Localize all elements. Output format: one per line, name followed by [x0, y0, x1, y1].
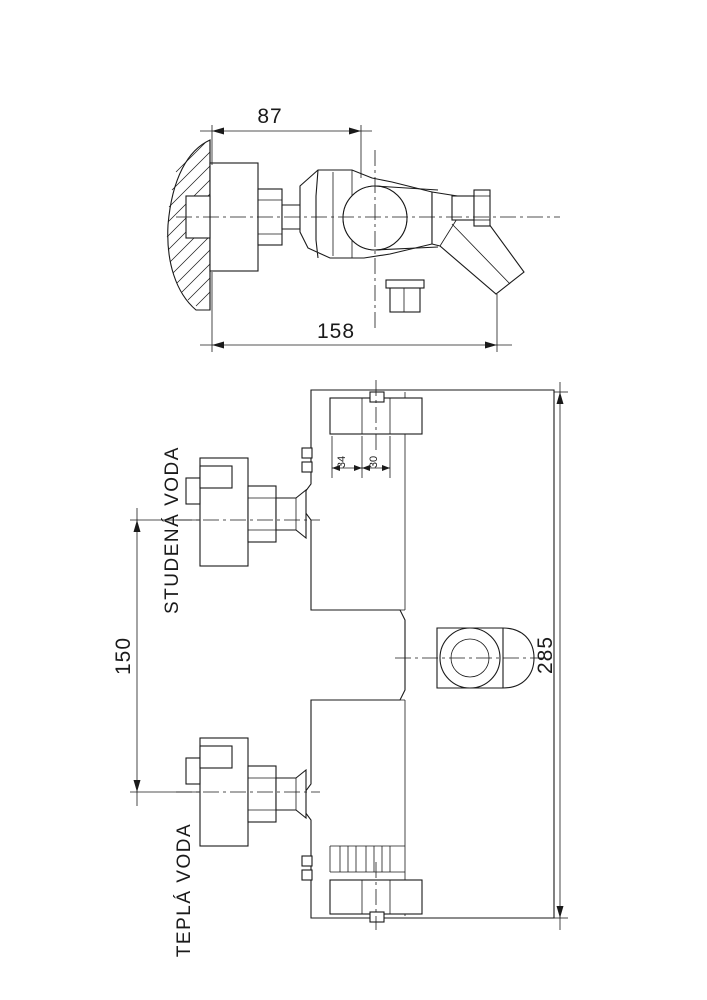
dimension-87-text: 87 — [257, 105, 283, 128]
diverter-top — [386, 280, 424, 312]
dimension-158 — [200, 272, 512, 352]
dimension-30-text: 30 — [368, 455, 380, 469]
dimension-150-text: 150 — [112, 636, 135, 676]
cold-inlet-assembly — [186, 458, 306, 566]
label-cold-water: STUDENÁ VODA — [162, 446, 183, 614]
dimension-34-text: 34 — [336, 455, 348, 469]
dimension-158-text: 158 — [316, 320, 356, 343]
label-hot-water: TEPLÁ VODA — [174, 822, 195, 958]
mixer-body-top — [300, 170, 438, 258]
dimension-285-text: 285 — [534, 635, 557, 675]
